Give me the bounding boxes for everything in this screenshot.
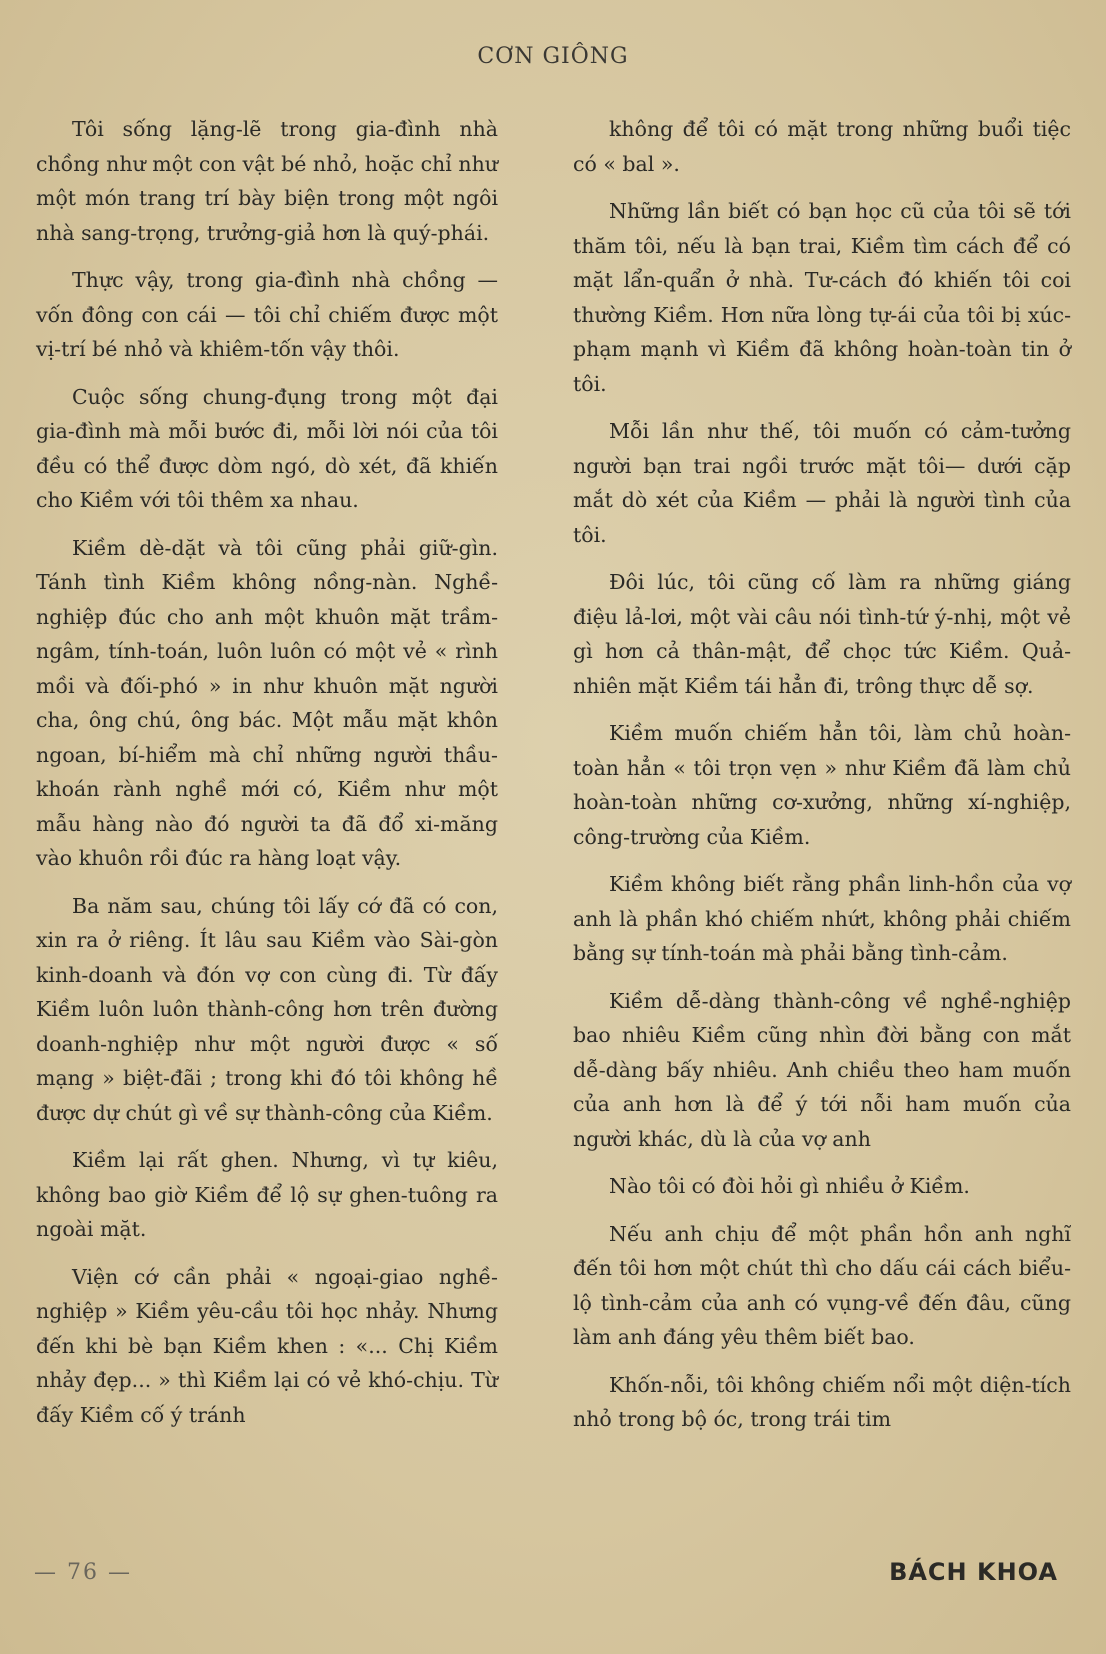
paragraph: Kiềm không biết rằng phần linh-hồn của vợ anh là phần khó chiếm nhứt, không phải chiếm bằng sự tính-toán mà phải bằng tình-cảm. [573, 872, 1071, 965]
paragraph: Cuộc sống chung-đụng trong một đại gia-đình mà mỗi bước đi, mỗi lời nói của tôi đều có thể được dòm ngó, dò xét, đã khiến cho Kiềm với tôi thêm xa nhau. [36, 384, 498, 512]
paragraph: Tôi sống lặng-lẽ trong gia-đình nhà chồng như một con vật bé nhỏ, hoặc chỉ như một món trang trí bày biện trong một ngôi nhà sang-trọng, trưởng-giả hơn là quý-phái. [36, 117, 498, 245]
paragraph: Kiềm muốn chiếm hẳn tôi, làm chủ hoàn-toàn hẳn « tôi trọn vẹn » như Kiềm đã làm chủ hoàn-toàn những cơ-xưởng, những xí-nghiệp, công-trường của Kiềm. [573, 721, 1071, 849]
paragraph: Những lần biết có bạn học cũ của tôi sẽ tới thăm tôi, nếu là bạn trai, Kiềm tìm cách để có mặt lẩn-quẩn ở nhà. Tư-cách đó khiến tôi coi thường Kiềm. Hơn nữa lòng tự-ái của tôi bị xúc-phạm mạnh vì Kiềm đã không hoàn-toàn tin ở tôi. [573, 199, 1071, 396]
magazine-name: BÁCH KHOA [889, 1558, 1058, 1586]
paragraph: Nếu anh chịu để một phần hồn anh nghĩ đến tôi hơn một chút thì cho dấu cái cách biểu-lộ tình-cảm của anh có vụng-về đến đâu, cũng làm anh đáng yêu thêm biết bao. [573, 1221, 1071, 1349]
paragraph: Khốn-nỗi, tôi không chiếm nổi một diện-tích nhỏ trong bộ óc, trong trái tim [573, 1372, 1071, 1431]
paragraph: Viện cớ cần phải « ngoại-giao nghề-nghiệp » Kiềm yêu-cầu tôi học nhảy. Nhưng đến khi bè bạn Kiềm khen : «... Chị Kiềm nhảy đẹp... » thì Kiềm lại có vẻ khó-chịu. Từ đấy Kiềm cố ý tránh [36, 1264, 498, 1427]
paragraph: Mỗi lần như thế, tôi muốn có cảm-tưởng người bạn trai ngồi trước mặt tôi— dưới cặp mắt dò xét của Kiềm — phải là người tình của tôi. [573, 419, 1071, 547]
paragraph: Ba năm sau, chúng tôi lấy cớ đã có con, xin ra ở riêng. Ít lâu sau Kiềm vào Sài-gòn kinh-doanh và đón vợ con cùng đi. Từ đấy Kiềm luôn luôn thành-công hơn trên đường doanh-nghiệp như một người được « số mạng » biệt-đãi ; trong khi đó tôi không hề được dự chút gì về sự thành-công của Kiềm. [36, 893, 498, 1125]
paragraph: Đôi lúc, tôi cũng cố làm ra những giáng điệu lả-lơi, một vài câu nói tình-tứ ý-nhị, một vẻ gì hơn cả thân-mật, để chọc tức Kiềm. Quả-nhiên mặt Kiềm tái hẳn đi, trông thực dễ sợ. [573, 570, 1071, 698]
left-column [36, 112, 498, 1445]
running-title: CƠN GIÔNG [477, 44, 629, 69]
paragraph: Kiềm lại rất ghen. Nhưng, vì tự kiêu, không bao giờ Kiềm để lộ sự ghen-tuông ra ngoài mặt. [36, 1148, 498, 1241]
paragraph: Nào tôi có đòi hỏi gì nhiều ở Kiềm. [609, 1174, 970, 1198]
paragraph: Thực vậy, trong gia-đình nhà chồng — vốn đông con cái — tôi chỉ chiếm được một vị-trí bé nhỏ và khiêm-tốn vậy thôi. [36, 268, 498, 361]
right-column [573, 112, 1071, 1450]
paragraph: Kiềm dè-dặt và tôi cũng phải giữ-gìn. Tánh tình Kiềm không nồng-nàn. Nghề-nghiệp đúc cho anh một khuôn mặt trầm-ngâm, tính-toán, luôn luôn có một vẻ « rình mồi và đối-phó » in như khuôn mặt người cha, ông chú, ông bác. Một mẫu mặt khôn ngoan, bí-hiểm mà chỉ những người thầu-khoán rành nghề mới có, Kiềm như một mẫu hàng nào đó người ta đã đổ xi-măng vào khuôn rồi đúc ra hàng loạt vậy. [36, 535, 498, 870]
paragraph: không để tôi có mặt trong những buổi tiệc có « bal ». [573, 117, 1071, 176]
page-number: — 76 — [34, 1560, 132, 1585]
paragraph: Kiềm dễ-dàng thành-công về nghề-nghiệp bao nhiêu Kiềm cũng nhìn đời bằng con mắt dễ-dàng bấy nhiêu. Anh chiều theo ham muốn của anh hơn là để ý tới nỗi ham muốn của người khác, dù là của vợ anh [573, 988, 1071, 1151]
